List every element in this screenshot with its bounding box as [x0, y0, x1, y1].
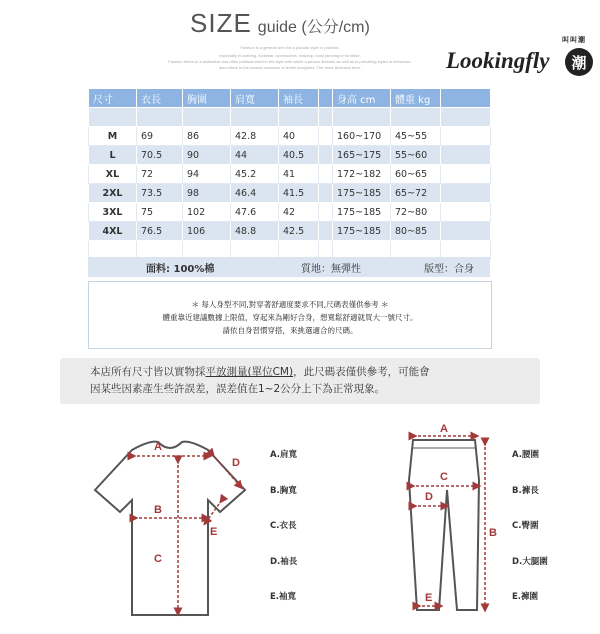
shirt-label-d: D: [232, 457, 240, 469]
pants-label-e: E: [425, 592, 433, 604]
header-size: 尺寸: [89, 89, 137, 108]
pants-label-a: A: [440, 423, 448, 435]
table-row: L 70.5 90 44 40.5 165~175 55~60: [89, 146, 491, 165]
shirt-legend-d: D.袖長: [270, 557, 298, 567]
pants-legend-e: E.褲圍: [512, 592, 539, 602]
pants-legend-d: D.大腿圍: [512, 557, 548, 567]
header-sleeve: 袖長: [279, 89, 319, 108]
fine-print-4: also refers to the newest creations of textile designers. The more technical term,: [219, 65, 361, 70]
shirt-label-b: B: [154, 504, 162, 516]
note-line-2: 體重靠近建議數據上限值，穿起來為剛好合身，想寬鬆舒適就買大一號尺寸。: [162, 313, 418, 322]
shirt-legend-e: E.袖寬: [270, 592, 297, 602]
table-row: XL 72 94 45.2 41 172~182 60~65: [89, 165, 491, 184]
size-table: [88, 88, 491, 260]
header-shoulder: 肩寬: [231, 89, 279, 108]
pants-diagram: [395, 420, 505, 620]
fit-notes: [88, 281, 492, 349]
shirt-label-c: C: [154, 553, 162, 565]
size-guide-title: [190, 8, 370, 39]
brand-seal-top: 叫叫潮: [562, 36, 586, 44]
pants-label-d: D: [425, 491, 433, 503]
header-empty: [441, 89, 491, 108]
brand-logo: Lookingfly: [446, 48, 550, 73]
header-spacer: [319, 89, 333, 108]
header-length: 衣長: [137, 89, 183, 108]
table-row: 4XL 76.5 106 48.8 42.5 175~185 80~85: [89, 222, 491, 241]
pants-legend-c: C.臀圍: [512, 521, 539, 531]
elasticity-text: 質地：無彈性: [301, 264, 361, 275]
disclaimer-underlined: 平放測量(單位CM): [205, 366, 294, 378]
header-chest: 胸圍: [183, 89, 231, 108]
header-weight: 體重 kg: [391, 89, 441, 108]
table-row: 3XL 75 102 47.6 42 175~185 72~80: [89, 203, 491, 222]
measurement-disclaimer: [60, 358, 540, 404]
shirt-label-a: A: [154, 441, 162, 453]
pants-legend-b: B.褲長: [512, 486, 539, 496]
note-line-3: 請依自身習慣穿搭，來挑選適合的尺碼。: [222, 326, 358, 335]
pants-legend-a: A.腰圍: [512, 450, 539, 460]
shirt-legend-c: C.衣長: [270, 521, 297, 531]
material-text: 面料: 100%棉: [146, 264, 215, 275]
table-row-blank: [89, 108, 491, 127]
brand-seal: 潮: [565, 48, 593, 76]
header-height: 身高 cm: [333, 89, 391, 108]
pants-label-b: B: [489, 527, 497, 539]
pants-outline: [409, 440, 479, 610]
fine-print-2: especially in clothing, footwear, accessories, makeup, body piercing or furniture.: [219, 53, 361, 58]
fine-print-3: Fashion refers to a distinctive and often habitual trend in the style with which a person dresses as well as to prevailing styles in behaviour.: [168, 59, 412, 64]
shirt-legend-b: B.胸寬: [270, 486, 297, 496]
title-size: SIZE: [190, 8, 252, 38]
table-row: M 69 86 42.8 40 160~170 45~55: [89, 127, 491, 146]
pants-label-c: C: [440, 471, 448, 483]
table-header-row: [89, 89, 491, 108]
shirt-label-e: E: [210, 526, 218, 538]
tshirt-diagram: [80, 430, 260, 630]
title-guide: guide (公分/cm): [257, 19, 370, 36]
tshirt-outline: [95, 442, 245, 615]
disclaimer-line-1: 本店所有尺寸皆以實物採平放測量(單位CM)，此尺碼表僅供參考，可能會: [90, 366, 430, 378]
shirt-legend-a: A.肩寬: [270, 450, 297, 460]
note-line-1: ＊ 每人身型不同,對穿著舒適度要求不同,尺碼表僅供參考 ＊: [191, 300, 389, 309]
fabric-info-row: [88, 257, 490, 277]
disclaimer-line-2: 因某些因素產生些許誤差，誤差值在1~2公分上下為正常現象。: [90, 383, 386, 395]
fit-text: 版型：合身: [424, 264, 474, 275]
table-row: 2XL 73.5 98 46.4 41.5 175~185 65~72: [89, 184, 491, 203]
fine-print-1: Fashion is a general term for a popular style or practice,: [240, 45, 340, 50]
